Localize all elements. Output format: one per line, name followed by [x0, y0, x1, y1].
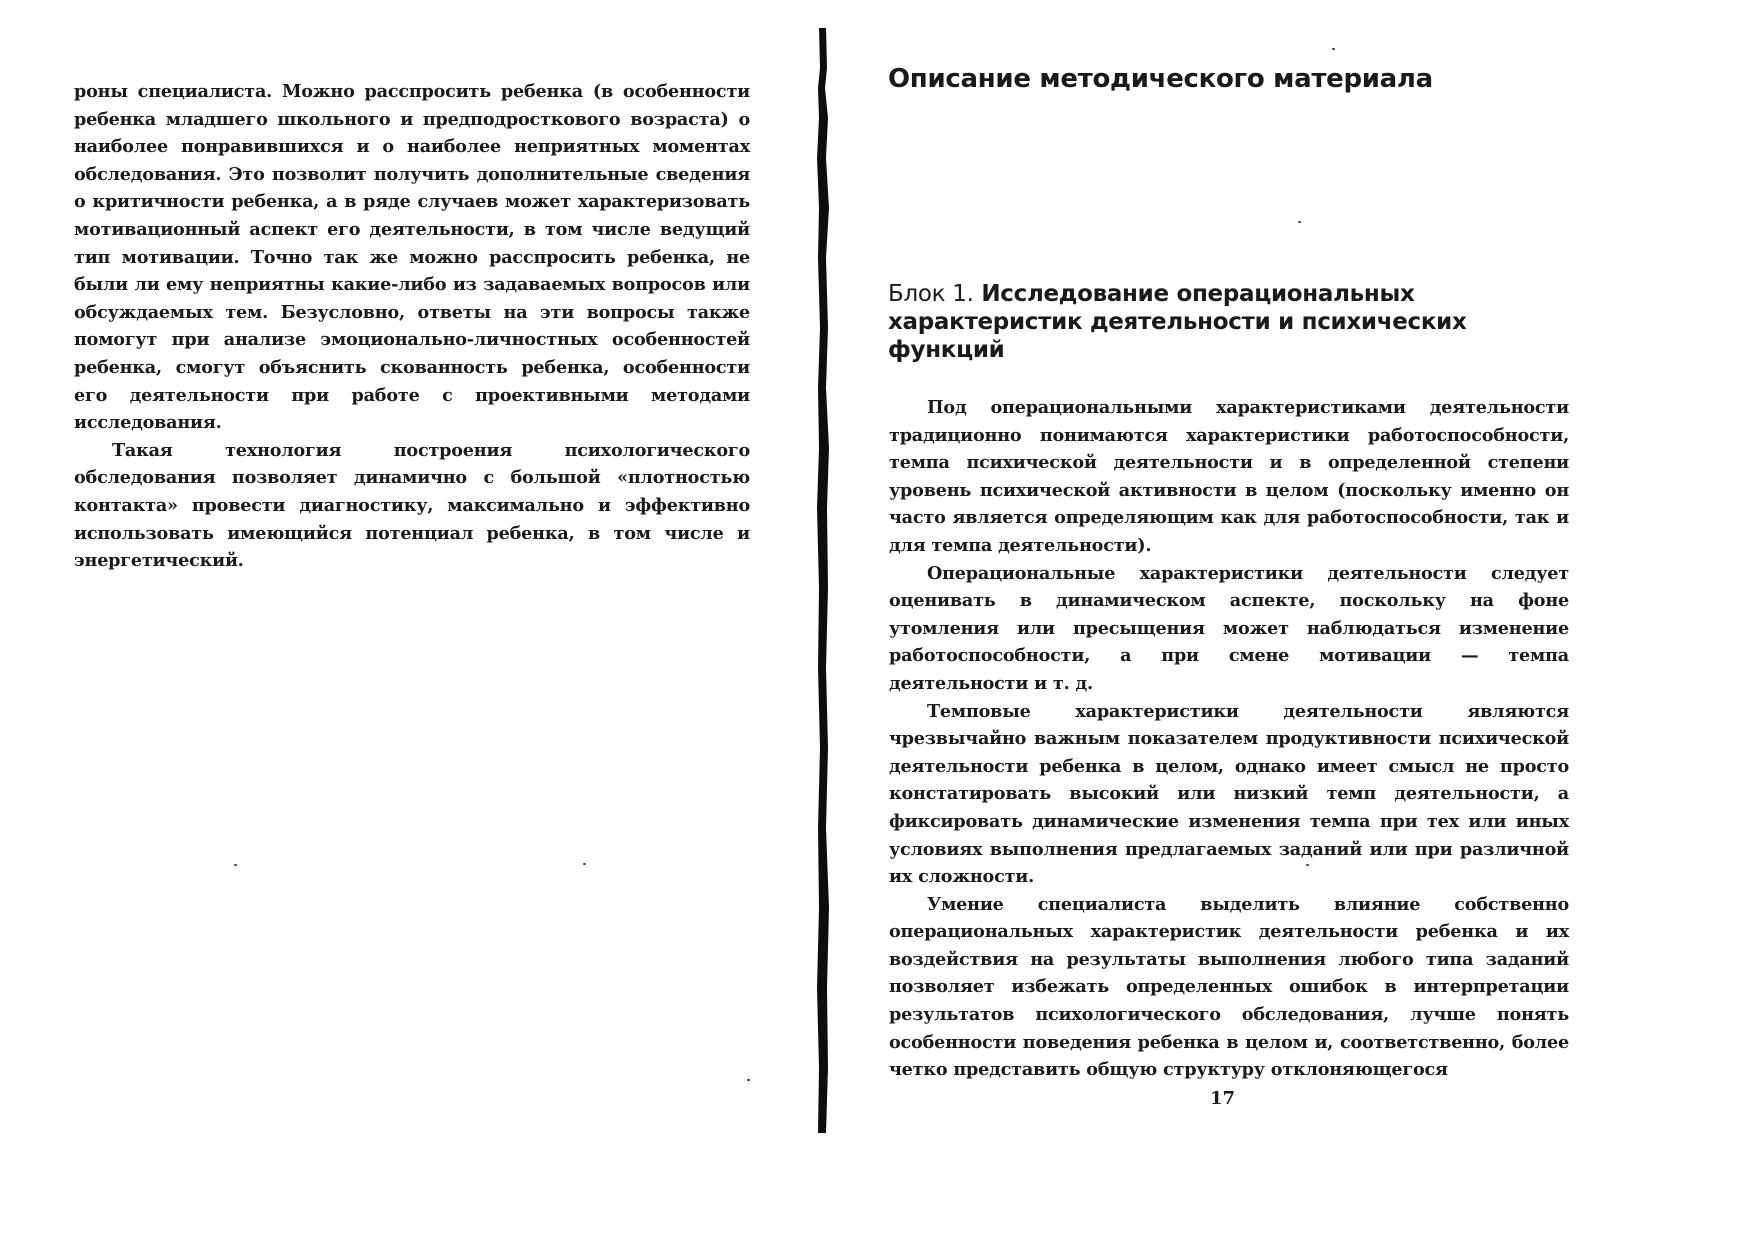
left-page [0, 0, 812, 1240]
scan-speck [234, 864, 237, 866]
right-paragraph-1: Под операциональными характеристиками деятельности традиционно понимаются характеристики работоспособности, темпа психической деятельности и в определенной степени уровень психической активности в целом (поскольку именно он часто является определяющим как для работоспособности, так и для темпа деятельности). [889, 397, 1569, 556]
page-number: 17 [1210, 1088, 1236, 1109]
right-paragraph-2: Операциональные характеристики деятельности следует оценивать в динамическом аспекте, поскольку на фоне утомления или пресыщения может наблюдаться изменение работоспособности, а при смене мотивации — темпа деятельности и т. д. [889, 562, 1569, 694]
right-paragraph-3: Темповые характеристики деятельности являются чрезвычайно важным показателем продуктивности психической деятельности ребенка в целом, однако имеет смысл не просто констатировать высокий или низкий темп деятельности, а фиксировать динамические изменения темпа при тех или иных условиях выполнения предлагаемых заданий или при различной их сложности. [889, 700, 1569, 888]
left-paragraph-2: Такая технология построения психологического обследования позволяет динамично с большой «плотностью контакта» провести диагностику, максимально и эффективно использовать имеющийся потенциал ребенка, в том числе и энергетический. [74, 439, 750, 572]
left-page-text [74, 78, 750, 575]
right-page-text [889, 394, 1569, 1084]
block-title: Исследование операциональных характеристик деятельности и психических функций [888, 281, 1467, 363]
scan-speck [747, 1079, 750, 1081]
block-number: Блок 1. [888, 281, 974, 307]
left-paragraph-1: роны специалиста. Можно расспросить ребенка (в особенности ребенка младшего школьного и предподросткового возраста) о наиболее понравившихся и о наиболее неприятных моментах обследования. Это позволит получить дополнительные сведения о критичности ребенка, а в ряде случаев может характеризовать мотивационный аспект его деятельности, в том числе ведущий тип мотивации. Точно так же можно расспросить ребенка, не были ли ему неприятны какие-либо из задаваемых вопросов или обсуждаемых тем. Безусловно, ответы на эти вопросы также помогут при анализе эмоционально-личностных особенностей ребенка, смогут объяснить скованность ребенка, особенности его деятельности при работе с проективными методами исследования. [74, 81, 750, 434]
right-paragraph-4: Умение специалиста выделить влияние собственно операциональных характеристик деятельности ребенка и их воздействия на результаты выполнения любого типа заданий позволяет избежать определенных ошибок в интерпретации результатов психологического обследования, лучше понять особенности поведения ребенка в целом и, соответственно, более четко представить общую структуру отклоняющегося [889, 893, 1569, 1081]
block-heading [888, 280, 1528, 364]
scan-speck [583, 863, 586, 865]
section-heading: Описание методического материала [888, 64, 1433, 94]
scan-speck [1298, 221, 1301, 223]
scan-speck [1332, 48, 1335, 50]
